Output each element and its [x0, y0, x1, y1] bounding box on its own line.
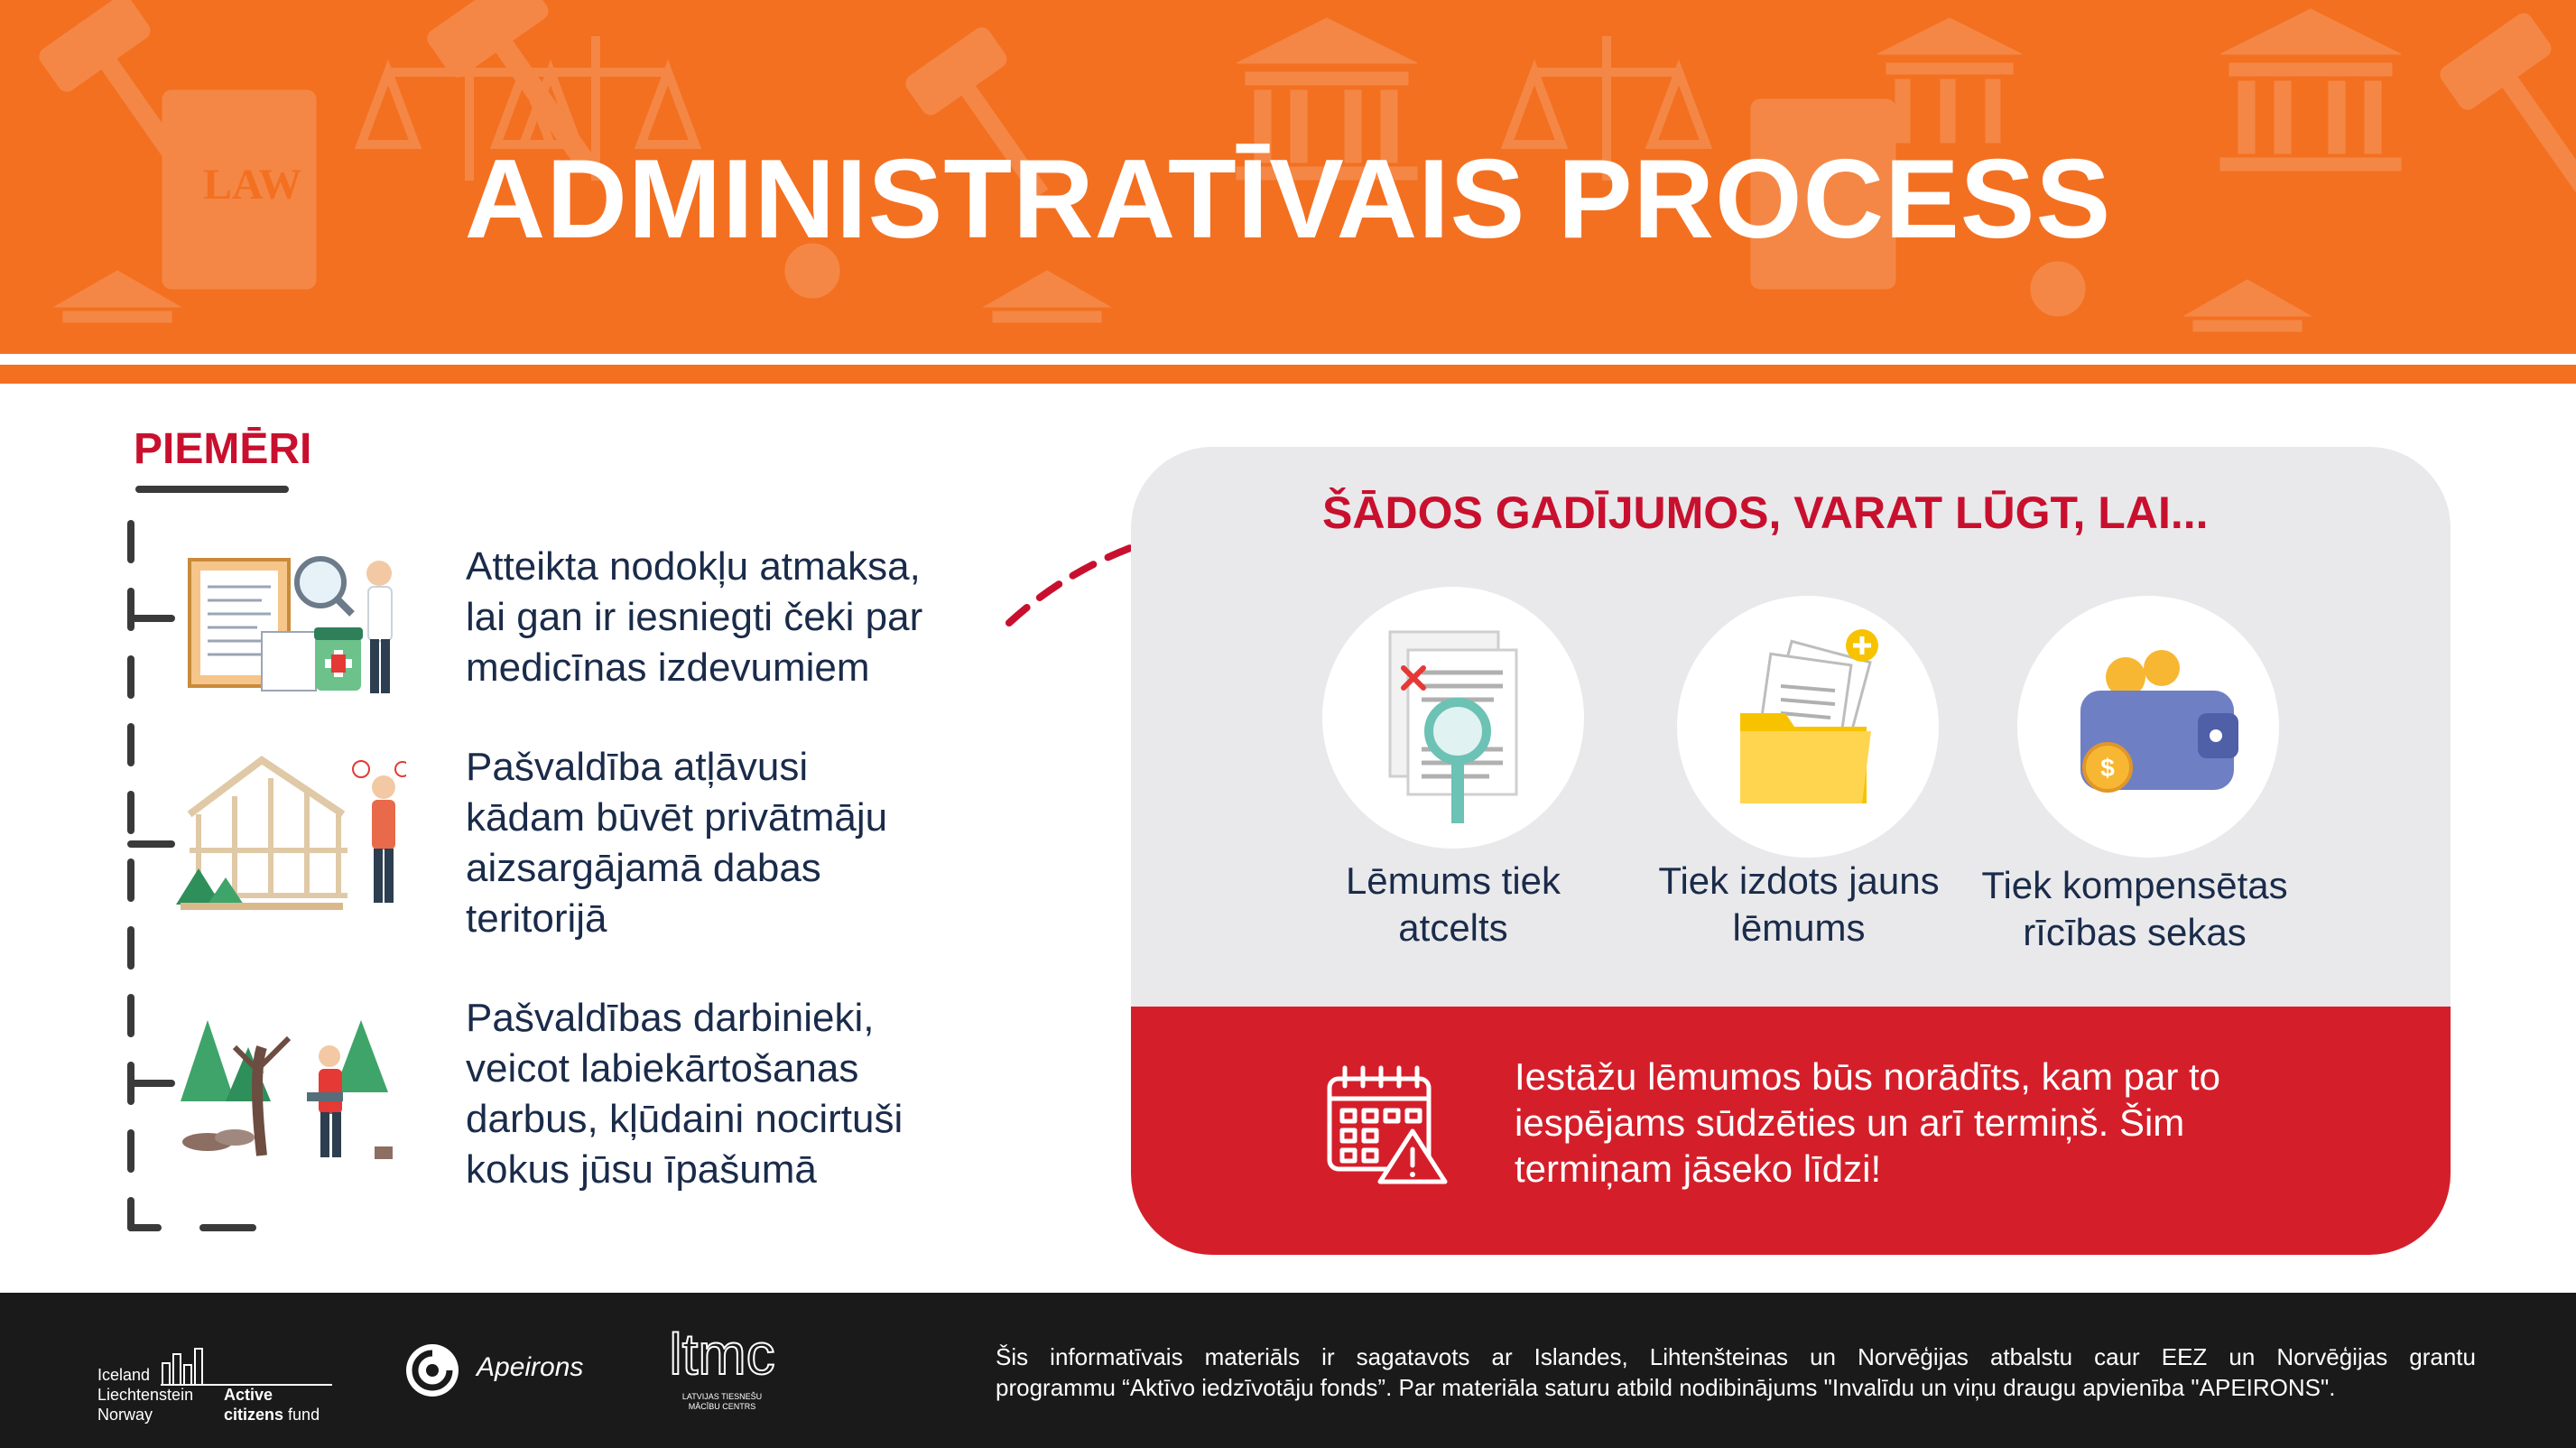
deadline-notice-text [1515, 1054, 2327, 1192]
text-line: teritorijā [466, 896, 607, 941]
text-line: Šis informatīvais materiāls ir sagatavots ar Islandes, Lihtenšteinas un Norvēģijas atbalstu caur EEZ un Norvēģijas grantu [996, 1343, 2476, 1370]
option-label [1954, 862, 2315, 956]
footer [0, 1293, 2576, 1448]
text-line: kokus jūsu īpašumā [466, 1147, 817, 1192]
text-line: aizsargājamā dabas [466, 846, 821, 890]
ltmc-logo-mark [668, 1320, 776, 1388]
text-line: Lēmums tiek [1345, 859, 1561, 902]
text-line: lai gan ir iesniegti čeki par [466, 595, 923, 639]
ltmc-logo [668, 1320, 776, 1428]
text-line: kādam būvēt privātmāju [466, 795, 888, 840]
svg-text:LAW: LAW [203, 161, 302, 209]
svg-text:ltmc: ltmc [669, 1322, 775, 1387]
calendar-warning-icon [1322, 1061, 1449, 1187]
eea-logo-mark-icon [161, 1347, 332, 1388]
text-line: Iestāžu lēmumos būs norādīts, kam par to [1515, 1055, 2221, 1098]
option-circle [1322, 587, 1584, 849]
logo-text: fund [288, 1406, 320, 1424]
wallet-coins-icon [2017, 596, 2279, 858]
folder-documents-icon [1677, 596, 1939, 858]
text-line: Pašvaldība atļāvusi [466, 745, 809, 789]
example-tax-refund-text [466, 542, 971, 693]
options-panel-title: ŠĀDOS GADĪJUMOS, VARAT LŪGT, LAI... [1322, 487, 2209, 538]
ltmc-logo-subtitle [668, 1392, 776, 1412]
logo-text: Norway [97, 1406, 153, 1424]
deadline-notice [1131, 1007, 2451, 1255]
options-panel [1131, 447, 2451, 1255]
page-title: ADMINISTRATĪVAIS PROCESS [464, 137, 2112, 262]
text-line: rīcības sekas [2023, 911, 2247, 953]
option-label [1618, 858, 1979, 951]
apeirons-logo-text: Apeirons [477, 1352, 584, 1382]
text-line: Tiek izdots jauns [1658, 859, 1940, 902]
house-construction-illustration [171, 742, 406, 923]
text-line: medicīnas izdevumiem [466, 645, 870, 690]
funding-disclaimer [996, 1341, 2476, 1403]
header-banner [0, 0, 2576, 384]
apeirons-logo [404, 1338, 612, 1401]
document-magnifier-icon [1322, 587, 1584, 849]
active-citizens-fund-label [224, 1385, 320, 1425]
svg-text:$: $ [2100, 754, 2115, 782]
example-house-permit-text [466, 742, 971, 944]
logo-text: LATVIJAS TIESNEŠU [681, 1392, 763, 1401]
examples-heading: PIEMĒRI [134, 425, 312, 473]
text-line: lēmums [1732, 906, 1866, 949]
logo-text: MĀCĪBU CENTRS [688, 1402, 756, 1411]
option-circle [2017, 596, 2279, 858]
logo-text: Liechtenstein [97, 1386, 194, 1404]
option-label [1273, 858, 1634, 951]
tree-cutting-illustration [171, 993, 406, 1174]
option-circle [1677, 596, 1939, 858]
logo-text: Iceland [97, 1366, 151, 1384]
eea-grants-logo [97, 1320, 332, 1428]
logo-text: Active [224, 1386, 273, 1404]
tax-receipt-illustration [171, 542, 406, 722]
example-tree-cutting-text [466, 993, 971, 1195]
text-line: termiņam jāseko līdzi! [1515, 1147, 1882, 1190]
text-line: iespējams sūdzēties un arī termiņš. Šim [1515, 1101, 2185, 1144]
text-line: atcelts [1398, 906, 1508, 949]
examples-heading-underline [135, 486, 289, 493]
text-line: programmu “Aktīvo iedzīvotāju fonds”. Par materiāla saturu atbild nodibinājums "Invalīdu un viņu draugu apvienība "APEIRONS". [996, 1374, 2336, 1401]
text-line: Pašvaldības darbinieki, [466, 996, 875, 1040]
text-line: Atteikta nodokļu atmaksa, [466, 544, 921, 589]
logo-text: citizens [224, 1406, 284, 1424]
text-line: Tiek kompensētas [1981, 864, 2288, 906]
text-line: darbus, kļūdaini nocirtuši [466, 1097, 903, 1141]
text-line: veicot labiekārtošanas [466, 1046, 859, 1091]
apeirons-logo-mark-icon [404, 1342, 460, 1398]
header-divider-stripe [0, 354, 2576, 365]
